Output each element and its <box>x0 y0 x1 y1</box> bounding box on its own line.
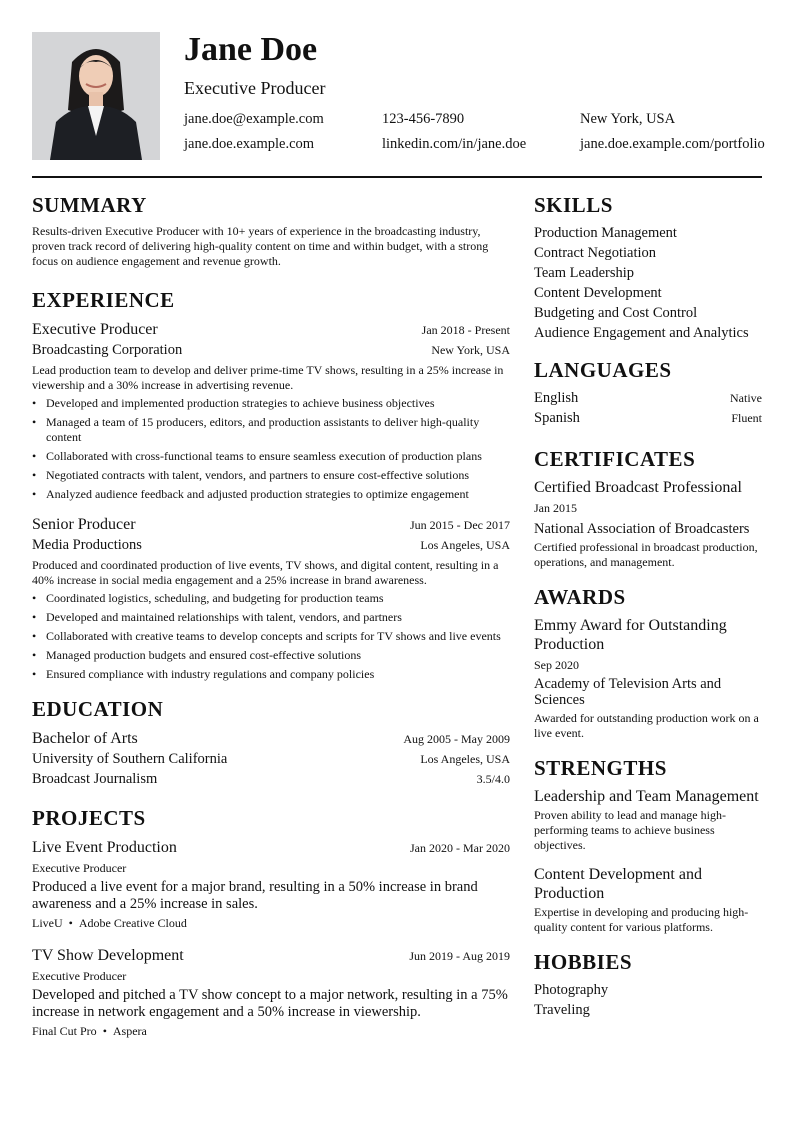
project-role: Executive Producer <box>32 969 127 983</box>
language-name: Spanish <box>534 410 580 426</box>
language-row <box>534 408 762 428</box>
header-divider <box>32 176 762 178</box>
certificate-entry <box>534 478 762 570</box>
skill-item: Audience Engagement and Analytics <box>534 325 749 341</box>
award-date: Sep 2020 <box>534 658 579 672</box>
awards-heading: AWARDS <box>534 585 626 609</box>
project-name: Live Event Production <box>32 839 177 856</box>
bullet-item: • Managed production budgets and ensured cost-effective solutions <box>32 648 510 663</box>
language-row <box>534 388 762 408</box>
project-tool: LiveU <box>32 916 63 930</box>
strength-entry <box>534 787 762 853</box>
hobby-item: Photography <box>534 982 609 998</box>
education-location: Los Angeles, USA <box>420 752 510 766</box>
job-summary: Lead production team to develop and deliver prime-time TV shows, resulting in a 25% increase in viewership and a 30% increase in advertising revenue. <box>32 363 504 392</box>
location-text: New York, USA <box>580 111 676 127</box>
bullet-item: • Collaborated with cross-functional teams to ensure seamless execution of production plans <box>32 449 510 464</box>
education-dates: Aug 2005 - May 2009 <box>403 732 510 746</box>
tool-separator: • <box>68 916 73 930</box>
job-role: Executive Producer <box>32 321 158 338</box>
project-entry <box>32 837 510 931</box>
candidate-name: Jane Doe <box>184 31 318 68</box>
job-company: Media Productions <box>32 537 142 553</box>
bullet-item: • Developed and implemented production strategies to achieve business objectives <box>32 396 510 411</box>
education-entry <box>32 728 510 789</box>
profile-photo <box>32 32 160 160</box>
project-tool: Aspera <box>112 1024 147 1038</box>
left-column <box>32 190 510 1039</box>
job-entry <box>32 319 510 502</box>
email-link[interactable]: jane.doe@example.com <box>184 111 324 127</box>
job-entry <box>32 514 510 682</box>
hobbies-heading: HOBBIES <box>534 950 633 974</box>
profile-photo-image <box>32 32 160 160</box>
website-link[interactable]: jane.doe.example.com <box>184 136 315 152</box>
job-header-row <box>32 514 510 535</box>
linkedin-link[interactable]: linkedin.com/in/jane.doe <box>382 136 527 152</box>
project-tool: Final Cut Pro <box>32 1024 97 1038</box>
project-header-row <box>32 837 510 858</box>
experience-heading: EXPERIENCE <box>32 288 175 312</box>
award-issuer: Academy of Television Arts and Sciences <box>534 676 722 708</box>
skill-item: Budgeting and Cost Control <box>534 305 698 321</box>
award-entry <box>534 616 762 741</box>
job-summary: Produced and coordinated production of live events, TV shows, and digital content, resulting in a 40% increase in social media engagement and a 25% increase in brand awareness. <box>32 558 499 587</box>
job-company-row <box>32 340 510 360</box>
job-location: Los Angeles, USA <box>420 538 510 552</box>
job-dates: Jun 2015 - Dec 2017 <box>410 518 510 532</box>
project-entry <box>32 945 510 1039</box>
skill-item: Contract Negotiation <box>534 245 657 261</box>
project-description: Produced a live event for a major brand, resulting in a 50% increase in brand awareness and a 25% increase in sales. <box>32 879 478 912</box>
languages-list <box>534 388 762 428</box>
skills-list <box>534 223 762 343</box>
skill-item: Production Management <box>534 225 677 241</box>
bullet-item: • Negotiated contracts with talent, vendors, and partners to ensure cost-effective solutions <box>32 468 510 483</box>
project-dates: Jun 2019 - Aug 2019 <box>409 949 510 963</box>
hobby-item: Traveling <box>534 1002 590 1018</box>
project-tools <box>32 915 510 931</box>
bullet-item: • Managed a team of 15 producers, editors, and production assistants to deliver high-quality content <box>32 415 510 445</box>
job-bullets <box>32 591 510 682</box>
language-name: English <box>534 390 579 406</box>
strength-description: Proven ability to lead and manage high-performing teams to achieve business objectives. <box>534 808 726 852</box>
strength-name: Leadership and Team Management <box>534 788 759 805</box>
right-column <box>534 190 762 1020</box>
job-location: New York, USA <box>431 343 510 357</box>
certificate-date: Jan 2015 <box>534 501 577 515</box>
award-description: Awarded for outstanding production work on a live event. <box>534 711 759 740</box>
skills-heading: SKILLS <box>534 193 613 217</box>
bullet-item: • Analyzed audience feedback and adjusted production strategies to optimize engagement <box>32 487 510 502</box>
project-description: Developed and pitched a TV show concept to a major network, resulting in a 75% increase in network engagement and a 50% increase in viewership. <box>32 987 508 1020</box>
project-header-row <box>32 945 510 966</box>
job-header-row <box>32 319 510 340</box>
certificate-description: Certified professional in broadcast production, operations, and management. <box>534 540 758 569</box>
project-tool: Adobe Creative Cloud <box>78 916 187 930</box>
education-degree: Bachelor of Arts <box>32 730 138 747</box>
strength-description: Expertise in developing and producing high-quality content for various platforms. <box>534 905 749 934</box>
bullet-item: • Developed and maintained relationships with talent, vendors, and partners <box>32 610 510 625</box>
candidate-title: Executive Producer <box>184 78 326 98</box>
project-tools <box>32 1023 510 1039</box>
language-level: Native <box>730 391 762 405</box>
project-dates: Jan 2020 - Mar 2020 <box>410 841 510 855</box>
bullet-item: • Coordinated logistics, scheduling, and budgeting for production teams <box>32 591 510 606</box>
tool-separator: • <box>102 1024 107 1038</box>
project-name: TV Show Development <box>32 947 184 964</box>
education-school: University of Southern California <box>32 751 228 767</box>
education-school-row <box>32 749 510 769</box>
job-bullets <box>32 396 510 502</box>
award-name: Emmy Award for Outstanding Production <box>534 617 727 653</box>
project-role: Executive Producer <box>32 861 127 875</box>
skill-item: Team Leadership <box>534 265 635 281</box>
education-gpa: 3.5/4.0 <box>476 772 510 786</box>
education-field-row <box>32 769 510 789</box>
bullet-item: • Collaborated with creative teams to develop concepts and scripts for TV shows and live events <box>32 629 510 644</box>
job-company: Broadcasting Corporation <box>32 342 183 358</box>
bullet-item: • Ensured compliance with industry regulations and company policies <box>32 667 510 682</box>
summary-heading: SUMMARY <box>32 193 147 217</box>
skill-item: Content Development <box>534 285 662 301</box>
language-level: Fluent <box>731 411 762 425</box>
strength-name: Content Development and Production <box>534 866 702 902</box>
strength-entry <box>534 865 762 935</box>
education-field: Broadcast Journalism <box>32 771 158 787</box>
certificate-name: Certified Broadcast Professional <box>534 479 742 496</box>
summary-text: Results-driven Executive Producer with 10+ years of experience in the broadcasting industry, proven track record of delivering high-quality content on time and within budget, with a strong focus on audience engagement and revenue growth. <box>32 224 489 268</box>
certificate-issuer: National Association of Broadcasters <box>534 521 750 537</box>
phone-number[interactable]: 123-456-7890 <box>382 111 465 127</box>
strengths-heading: STRENGTHS <box>534 756 667 780</box>
job-role: Senior Producer <box>32 516 136 533</box>
portfolio-link[interactable]: jane.doe.example.com/portfolio <box>580 136 765 152</box>
job-dates: Jan 2018 - Present <box>421 323 510 337</box>
job-company-row <box>32 535 510 555</box>
education-heading: EDUCATION <box>32 697 164 721</box>
languages-heading: LANGUAGES <box>534 358 672 382</box>
certificates-heading: CERTIFICATES <box>534 447 696 471</box>
projects-heading: PROJECTS <box>32 806 146 830</box>
education-degree-row <box>32 728 510 749</box>
hobbies-list <box>534 980 762 1020</box>
